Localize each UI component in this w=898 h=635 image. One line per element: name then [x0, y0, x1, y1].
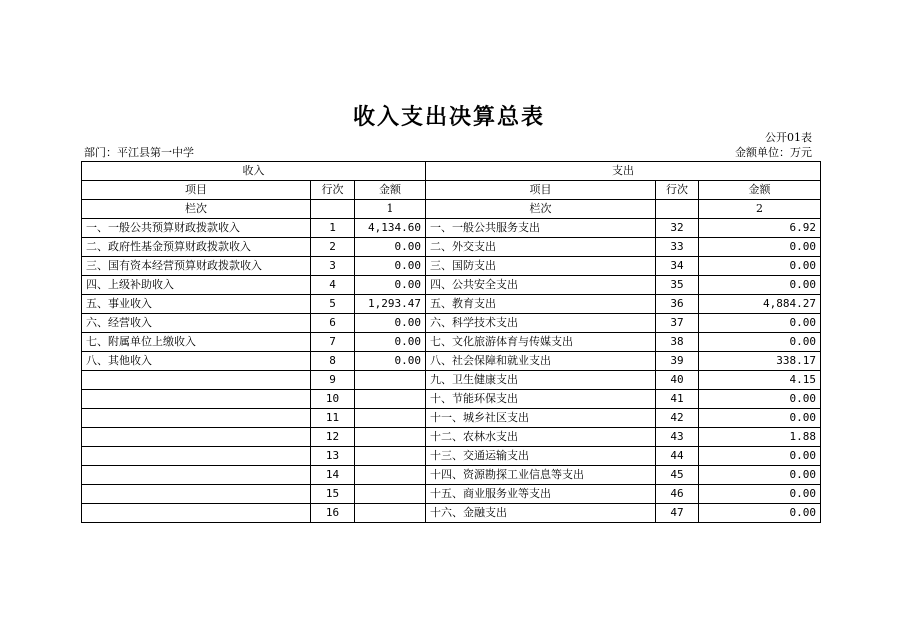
expense-amount-cell: 0.00	[699, 314, 821, 333]
table-row	[82, 504, 821, 523]
income-col-blank	[311, 200, 355, 219]
income-item-cell	[82, 390, 311, 409]
expense-item-cell: 十三、交通运输支出	[426, 447, 656, 466]
expense-item-cell: 八、社会保障和就业支出	[426, 352, 656, 371]
income-item-cell	[82, 485, 311, 504]
table-row	[82, 219, 821, 238]
expense-item-cell: 十五、商业服务业等支出	[426, 485, 656, 504]
report-title: 收入支出决算总表	[352, 105, 545, 130]
income-amount-cell: 0.00	[355, 257, 426, 276]
income-item-header: 项目	[82, 181, 311, 200]
income-line-cell: 2	[311, 238, 355, 257]
expense-amount-cell: 0.00	[699, 257, 821, 276]
expense-line-cell: 39	[656, 352, 699, 371]
table-row	[82, 352, 821, 371]
table-row	[82, 314, 821, 333]
expense-amount-cell: 0.00	[699, 485, 821, 504]
expense-amount-cell: 0.00	[699, 466, 821, 485]
expense-line-cell: 36	[656, 295, 699, 314]
expense-item-cell: 一、一般公共服务支出	[426, 219, 656, 238]
table-row	[82, 447, 821, 466]
expense-line-cell: 34	[656, 257, 699, 276]
income-line-cell: 4	[311, 276, 355, 295]
expense-amount-cell: 0.00	[699, 333, 821, 352]
table-row	[82, 485, 821, 504]
expense-item-cell: 九、卫生健康支出	[426, 371, 656, 390]
income-col-number: 1	[355, 200, 426, 219]
expense-line-header: 行次	[656, 181, 699, 200]
table-row	[82, 276, 821, 295]
income-item-cell: 一、一般公共预算财政拨款收入	[82, 219, 311, 238]
income-amount-cell: 0.00	[355, 333, 426, 352]
income-item-cell: 三、国有资本经营预算财政拨款收入	[82, 257, 311, 276]
income-amount-cell	[355, 504, 426, 523]
expense-line-cell: 40	[656, 371, 699, 390]
income-item-cell: 四、上级补助收入	[82, 276, 311, 295]
income-line-cell: 16	[311, 504, 355, 523]
income-line-cell: 6	[311, 314, 355, 333]
income-line-cell: 12	[311, 428, 355, 447]
table-row	[82, 390, 821, 409]
expense-amount-cell: 0.00	[699, 390, 821, 409]
income-item-cell	[82, 371, 311, 390]
income-line-cell: 15	[311, 485, 355, 504]
expense-line-cell: 38	[656, 333, 699, 352]
expense-amount-cell: 4,884.27	[699, 295, 821, 314]
expense-item-cell: 七、文化旅游体育与传媒支出	[426, 333, 656, 352]
income-line-header: 行次	[311, 181, 355, 200]
income-item-cell	[82, 466, 311, 485]
expense-item-cell: 十六、金融支出	[426, 504, 656, 523]
income-line-cell: 11	[311, 409, 355, 428]
expense-line-cell: 32	[656, 219, 699, 238]
expense-line-cell: 35	[656, 276, 699, 295]
expense-section-header: 支出	[426, 162, 821, 181]
table-row	[82, 257, 821, 276]
income-line-cell: 1	[311, 219, 355, 238]
expense-item-cell: 三、国防支出	[426, 257, 656, 276]
expense-amount-cell: 0.00	[699, 409, 821, 428]
expense-item-cell: 十一、城乡社区支出	[426, 409, 656, 428]
expense-item-cell: 六、科学技术支出	[426, 314, 656, 333]
department-label: 部门：平江县第一中学	[84, 146, 194, 159]
expense-col-number: 2	[699, 200, 821, 219]
expense-amount-cell: 0.00	[699, 447, 821, 466]
amount-unit-label: 金额单位：万元	[735, 146, 812, 159]
expense-item-cell: 十二、农林水支出	[426, 428, 656, 447]
expense-item-cell: 二、外交支出	[426, 238, 656, 257]
income-line-cell: 13	[311, 447, 355, 466]
expense-item-cell: 十四、资源勘探工业信息等支出	[426, 466, 656, 485]
income-amount-cell: 0.00	[355, 238, 426, 257]
income-amount-cell	[355, 428, 426, 447]
income-amount-cell	[355, 447, 426, 466]
expense-item-header: 项目	[426, 181, 656, 200]
column-header-row	[82, 181, 821, 200]
table-row	[82, 295, 821, 314]
income-amount-cell	[355, 409, 426, 428]
income-line-cell: 14	[311, 466, 355, 485]
expense-amount-cell: 338.17	[699, 352, 821, 371]
expense-amount-cell: 4.15	[699, 371, 821, 390]
form-number: 公开01表	[765, 131, 812, 144]
income-item-cell: 二、政府性基金预算财政拨款收入	[82, 238, 311, 257]
expense-amount-cell: 1.88	[699, 428, 821, 447]
expense-line-cell: 44	[656, 447, 699, 466]
income-item-cell: 六、经营收入	[82, 314, 311, 333]
income-line-cell: 8	[311, 352, 355, 371]
income-amount-cell	[355, 371, 426, 390]
section-header-row	[82, 162, 821, 181]
expense-amount-cell: 0.00	[699, 238, 821, 257]
expense-amount-header: 金额	[699, 181, 821, 200]
expense-amount-cell: 0.00	[699, 276, 821, 295]
income-amount-cell: 1,293.47	[355, 295, 426, 314]
income-amount-cell: 0.00	[355, 352, 426, 371]
income-item-cell: 五、事业收入	[82, 295, 311, 314]
income-expense-table	[81, 161, 821, 523]
expense-col-blank	[656, 200, 699, 219]
income-item-cell	[82, 428, 311, 447]
expense-item-cell: 五、教育支出	[426, 295, 656, 314]
income-amount-cell	[355, 466, 426, 485]
expense-col-label: 栏次	[426, 200, 656, 219]
income-item-cell	[82, 409, 311, 428]
expense-item-cell: 四、公共安全支出	[426, 276, 656, 295]
expense-line-cell: 33	[656, 238, 699, 257]
expense-amount-cell: 0.00	[699, 504, 821, 523]
expense-line-cell: 37	[656, 314, 699, 333]
income-section-header: 收入	[82, 162, 426, 181]
income-line-cell: 3	[311, 257, 355, 276]
income-amount-cell: 4,134.60	[355, 219, 426, 238]
income-line-cell: 7	[311, 333, 355, 352]
expense-item-cell: 十、节能环保支出	[426, 390, 656, 409]
table-row	[82, 333, 821, 352]
table-row	[82, 371, 821, 390]
expense-line-cell: 41	[656, 390, 699, 409]
table-row	[82, 466, 821, 485]
income-item-cell	[82, 504, 311, 523]
income-amount-cell: 0.00	[355, 314, 426, 333]
expense-line-cell: 43	[656, 428, 699, 447]
income-item-cell: 八、其他收入	[82, 352, 311, 371]
income-line-cell: 5	[311, 295, 355, 314]
income-line-cell: 10	[311, 390, 355, 409]
table-row	[82, 409, 821, 428]
table-row	[82, 238, 821, 257]
table-row	[82, 428, 821, 447]
income-amount-cell: 0.00	[355, 276, 426, 295]
expense-amount-cell: 6.92	[699, 219, 821, 238]
income-item-cell: 七、附属单位上缴收入	[82, 333, 311, 352]
income-item-cell	[82, 447, 311, 466]
expense-line-cell: 46	[656, 485, 699, 504]
expense-line-cell: 47	[656, 504, 699, 523]
expense-line-cell: 42	[656, 409, 699, 428]
income-amount-header: 金额	[355, 181, 426, 200]
income-line-cell: 9	[311, 371, 355, 390]
income-col-label: 栏次	[82, 200, 311, 219]
expense-line-cell: 45	[656, 466, 699, 485]
column-number-row	[82, 200, 821, 219]
income-amount-cell	[355, 485, 426, 504]
income-amount-cell	[355, 390, 426, 409]
